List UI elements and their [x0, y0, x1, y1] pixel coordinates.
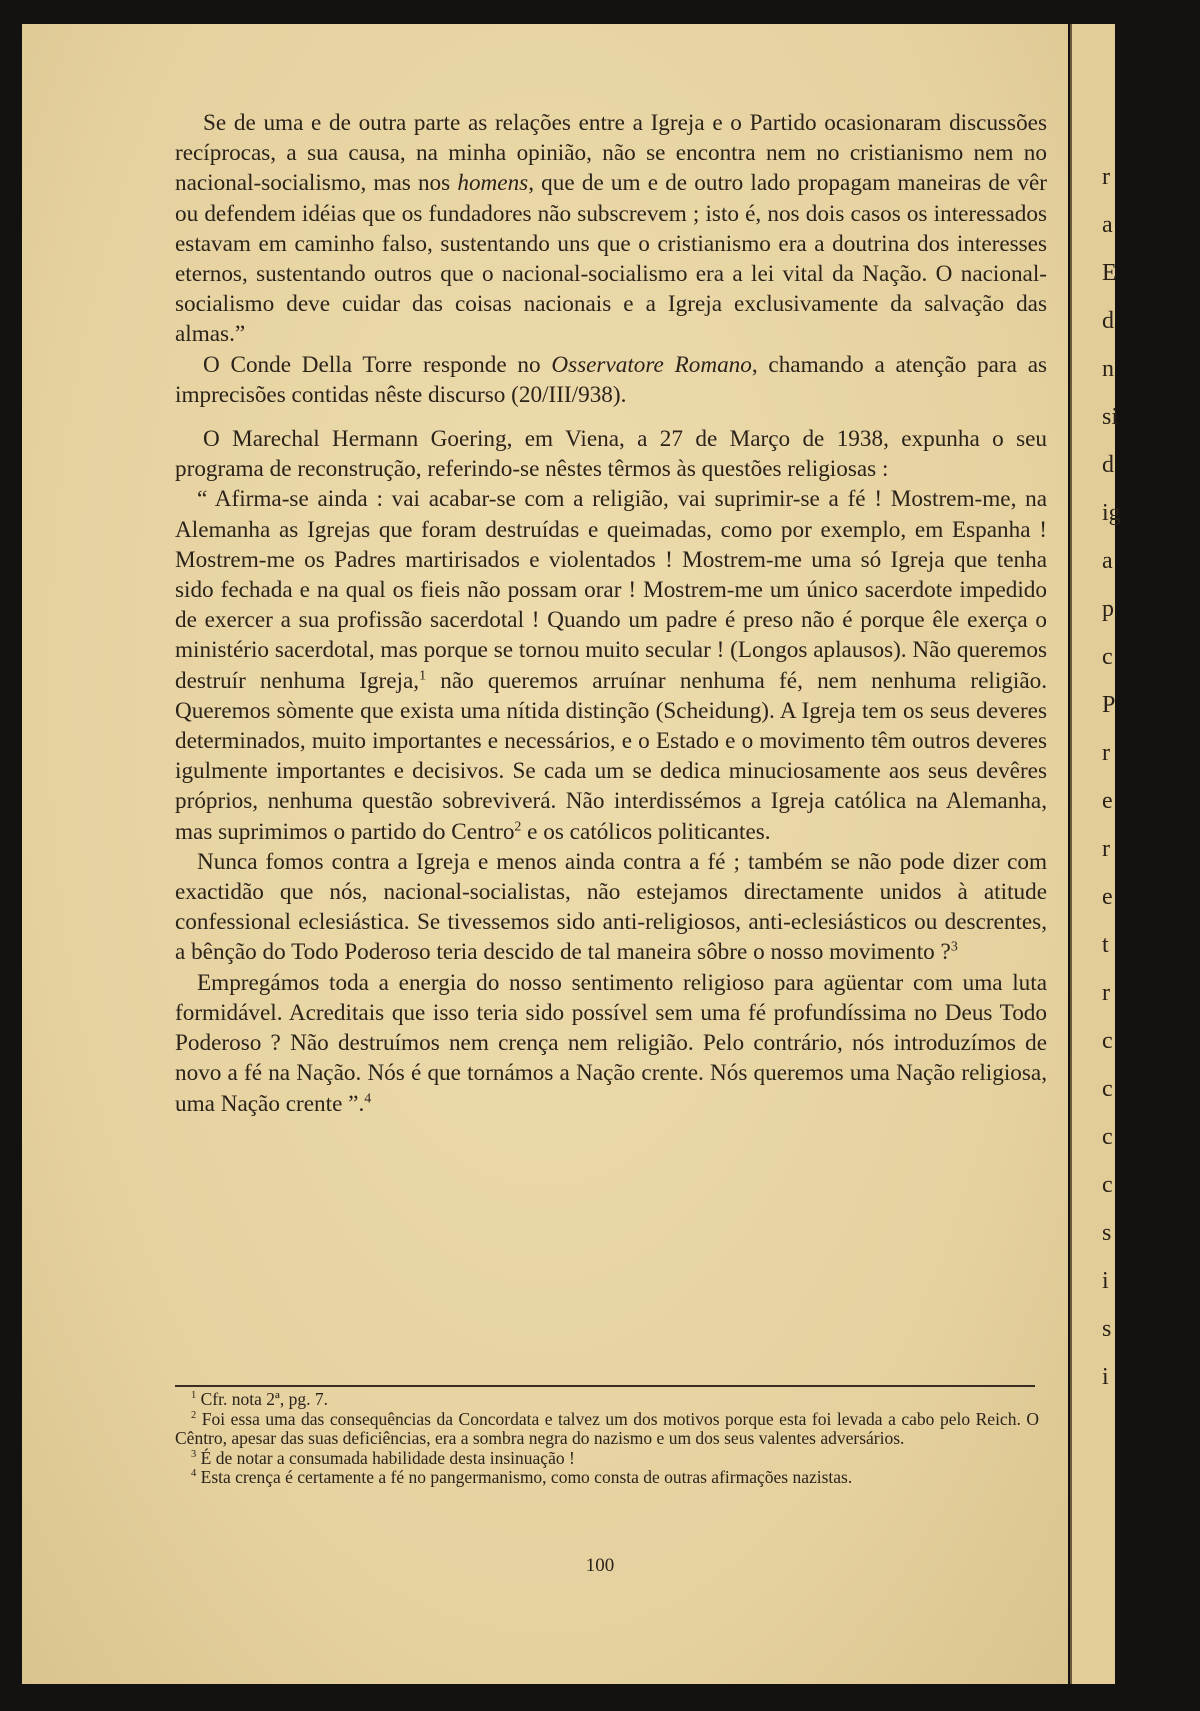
footnote-text: Foi essa uma das consequências da Concordata e talvez um dos motivos porque esta foi levada a cabo pelo Reich. O Cêntro, apesar das suas deficiências, era a sombra negra do nazismo e um dos seus valentes adversários.: [175, 1408, 1040, 1448]
adjacent-page-fragment: d: [1102, 452, 1114, 478]
adjacent-page-fragment: e: [1102, 788, 1113, 814]
footnote: [175, 1410, 1039, 1449]
adjacent-page-fragment: r: [1102, 164, 1110, 190]
footnote-ref: 2: [514, 818, 522, 834]
adjacent-page-fragment: r: [1102, 740, 1110, 766]
adjacent-page-fragment: c: [1102, 1028, 1113, 1054]
adjacent-page-fragment: s: [1102, 1316, 1112, 1342]
text: O Conde Della Torre responde no: [203, 351, 552, 378]
adjacent-page-fragment: e: [1102, 884, 1113, 910]
adjacent-page-fragment: p: [1102, 596, 1114, 622]
footnote: [175, 1449, 1039, 1469]
adjacent-page-fragment: t: [1102, 932, 1109, 958]
text: , chamando a atenção para as imprecisões contidas nêste discurso (20/III/938).: [175, 351, 1048, 408]
adjacent-page-fragment: n: [1102, 356, 1114, 382]
body-text: [175, 108, 1047, 1119]
text: Se de uma e de outra parte as relações entre a Igreja e o Partido ocasionaram discussões recíprocas, a sua causa, na minha opinião, não se encontra nem no cristianismo nem no nacional-socialismo, mas nos: [175, 110, 1047, 197]
text: , que de um e de outro lado propagam maneiras de vêr ou defendem idéias que os fundadores não subscrevem ; isto é, nos dois casos os interessados estavam em caminho falso, sustentando uns que o cristianismo era a doutrina dos interesses eternos, sustentando outros que o nacional-socialismo era a lei vital da Nação. O nacional-socialismo deve cuidar das coisas nacionais e a Igreja exclusivamente da salvação das almas.”: [175, 170, 1047, 348]
adjacent-page-edge: [1070, 24, 1121, 1684]
footnote-ref: 4: [364, 1090, 372, 1106]
adjacent-page-fragment: ig: [1102, 500, 1121, 526]
footnote: [175, 1468, 1039, 1488]
adjacent-page-fragment: i: [1102, 1268, 1109, 1294]
footnote-mark: 4: [191, 1468, 197, 1480]
footnote-text: É de notar a consumada habilidade desta insinuação !: [200, 1447, 575, 1468]
adjacent-page-fragment: a: [1102, 548, 1113, 574]
text: Empregámos toda a energia do nosso sentimento religioso para agüentar com uma luta formidável. Acreditais que isso teria sido possível sem uma fé profundíssima no Deus Todo Poderoso ? Não destruímos nem crença nem religião. Pelo contrário, nós introduzímos de novo a fé na Nação. Nós é que tornámos a Nação crente. Nós queremos uma Nação religiosa, uma Nação crente ”.: [175, 969, 1047, 1117]
text: não queremos arruínar nenhuma fé, nem nenhuma religião. Queremos sòmente que exista uma nítida distinção (Scheidung). A Igreja tem os seus deveres determinados, muito importantes e necessários, e o Estado e o movimento têm outros deveres igulmente importantes e decisivos. Se cada um se dedica minuciosamente aos seus devêres próprios, nenhuma questão sobreviverá. Não interdissémos a Igreja católica na Alemanha, mas suprimimos o partido do Centro: [175, 667, 1047, 845]
paragraph: [175, 108, 1047, 350]
footnote-mark: 3: [191, 1448, 197, 1460]
adjacent-page-fragment: E: [1102, 260, 1117, 286]
quote-paragraph: [175, 847, 1047, 968]
footnote-ref: 3: [950, 939, 958, 955]
footnote: [175, 1390, 1039, 1410]
adjacent-page-fragment: d: [1102, 308, 1114, 334]
adjacent-page-fragment: i: [1102, 1364, 1109, 1390]
adjacent-page-fragment: c: [1102, 644, 1113, 670]
footnotes: [175, 1390, 1039, 1488]
adjacent-page-fragment: r: [1102, 980, 1110, 1006]
adjacent-page-fragment: s: [1102, 1220, 1112, 1246]
adjacent-page-fragment: c: [1102, 1076, 1113, 1102]
footnote-text: Cfr. nota 2ª, pg. 7.: [200, 1389, 328, 1409]
text: “ Afirma-se ainda : vai acabar-se com a religião, vai suprimir-se a fé ! Mostrem-me, na Alemanha as Igrejas que foram destruídas e queimadas, como por exemplo, em Espanha ! Mostrem-me os Padres martirisados e violentados ! Mostrem-me uma só Igreja que tenha sido fechada e na qual os fieis não possam orar ! Mostrem-me um único sacerdote impedido de exercer a sua profissão sacerdotal ! Quando um padre é preso não é porque êle exerça o ministério sacerdotal, mas porque se tornou muito secular ! (Longos aplausos). Não queremos destruír nenhuma Igreja,: [175, 486, 1047, 694]
adjacent-page-fragment: si: [1102, 404, 1119, 430]
quote-paragraph: [175, 968, 1047, 1119]
text: O Marechal Hermann Goering, em Viena, a 27 de Março de 1938, expunha o seu programa de reconstrução, referindo-se nêstes têrmos às questões religiosas :: [175, 426, 1047, 483]
footnote-text: Esta crença é certamente a fé no pangermanismo, como consta de outras afirmações nazistas.: [200, 1467, 853, 1487]
footnote-mark: 2: [191, 1409, 197, 1421]
text: Nunca fomos contra a Igreja e menos ainda contra a fé ; também se não pode dizer com exactidão que nós, nacional-socialistas, não estejamos directamente unidos à atitude confessional eclesiástica. Se tivessemos sido anti-religiosos, anti-eclesiásticos ou descrentes, a bênção do Todo Poderoso teria descido de tal maneira sôbre o nosso movimento ?: [175, 848, 1047, 966]
adjacent-page-fragment: c: [1102, 1172, 1113, 1198]
quote-paragraph: [175, 484, 1047, 846]
adjacent-page-fragment: r: [1102, 836, 1110, 862]
footnote-ref: 1: [419, 667, 427, 683]
italic-text: Osservatore Romano: [551, 351, 752, 378]
page-number: 100: [585, 1555, 615, 1576]
adjacent-page-fragment: a: [1102, 212, 1113, 238]
footnote-divider: [175, 1385, 1035, 1387]
text: e os católicos politicantes.: [521, 818, 771, 845]
paragraph: [175, 424, 1047, 484]
adjacent-page-fragment: c: [1102, 1124, 1113, 1150]
footnote-mark: 1: [191, 1390, 197, 1402]
italic-text: homens: [457, 170, 529, 197]
paragraph: [175, 350, 1047, 410]
adjacent-page-fragment: P: [1102, 692, 1116, 718]
